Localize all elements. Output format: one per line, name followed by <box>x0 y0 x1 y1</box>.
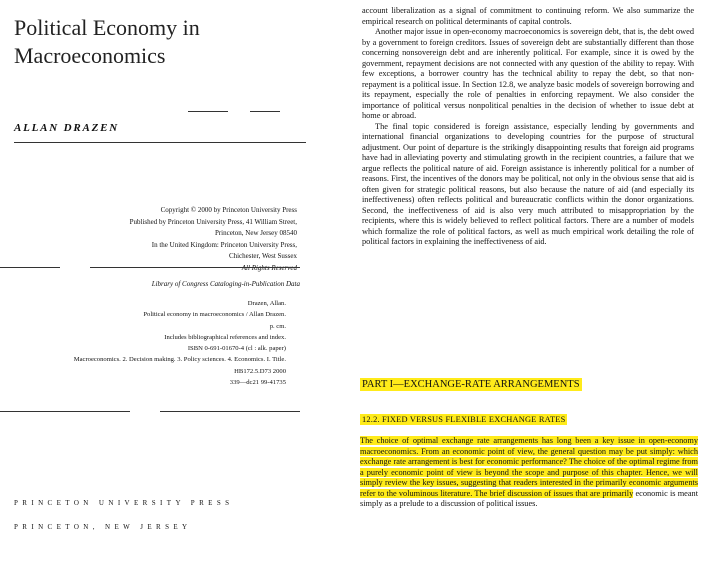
publisher-block <box>14 491 233 539</box>
paragraph-final-line: economic is meant simply as a prelude to a discussion of political issues. <box>360 488 699 508</box>
left-page <box>0 0 345 561</box>
cip-heading: Library of Congress Cataloging-in-Publication Data <box>151 280 300 288</box>
copyright-line: Published by Princeton University Press, 41 William Street, <box>129 217 297 226</box>
highlighted-paragraph: The choice of optimal exchange rate arrangements has long been a key issue in open-economy macroeconomics. From an economic point of view, the general question may be put simply: which exchange rate arrangement is best for economic performance? The choice of the optimal regime from a purely economic point of view is beyond the scope and purpose of this chapter. Hence, we will simply review the key issues, suggesting that readers interested in the primarily economic arguments refer to the voluminous literature. The brief discussion of issues that are primarily <box>360 436 698 498</box>
copyright-line: Chichester, West Sussex <box>228 252 297 260</box>
divider <box>160 411 300 412</box>
cip-line: HB172.5.D73 2000 <box>234 367 286 375</box>
paragraph: Another major issue in open-economy macroeconomics is sovereign debt, that is, the debt owed by a government to foreign creditors. Issues of sovereign debt are substantially different than those concerning nonsovereign debt and are inherently political. For example, since it is owed by the government, repayment decisions are not connected with any question of the ability to repay. With few exceptions, a borrower country has the technical ability to repay the debt, so that non-repayment is a political issue. In Section 12.8, we analyze basic models of sovereign borrowing and its repayment, especially the role of penalties in enforcing repayment. We also consider the importance of political versus nonpolitical penalties in the decision of whether to issue debt at home or abroad. <box>362 27 694 120</box>
divider <box>250 111 280 112</box>
cip-line: Political economy in macroeconomics / Allan Drazen. <box>143 311 286 319</box>
highlighted-paragraph-block <box>360 436 698 510</box>
cip-line: Drazen, Allan. <box>247 300 286 307</box>
cip-block <box>0 298 286 388</box>
right-page <box>352 0 697 561</box>
divider <box>14 142 306 143</box>
copyright-line: Copyright © 2000 by Princeton University Press <box>160 206 297 214</box>
paragraph: The final topic considered is foreign assistance, especially lending by governments and international financial organizations to developing countries for the purpose of structural adjustment. Our point of departure is the strikingly disappointing results that foreign aid programs have had in alleviating poverty and stimulating growth in the recipient countries, a failure that we argue reflects the political nature of aid. Foreign assistance is inherently political for a number of reasons. First, the incentives of the donors may be political, not only in the obvious sense that aid is often given for strategic political reasons, but also because the nature of aid (and especially its ineffectiveness) often reflects political and bureaucratic conflicts within the donor organizations. Second, the ineffectiveness of aid is also very much attributed to misappropriation by the recipients, where this is widely believed to reflect political factors. There are a number of models which formalize the role of political factors, as well as much empirical work detailing the role of political factors in explaining the ineffectiveness of aid. <box>362 121 694 246</box>
cip-line: 339—dc21 99-41735 <box>229 379 286 387</box>
divider <box>0 411 130 412</box>
copyright-block <box>0 205 297 274</box>
divider <box>0 267 60 268</box>
part-heading: PART I—EXCHANGE-RATE ARRANGEMENTS <box>362 379 580 390</box>
copyright-line: All Rights Reserved <box>241 263 297 272</box>
divider <box>90 267 300 268</box>
copyright-line: In the United Kingdom: Princeton University Press, <box>151 240 297 249</box>
paragraph: account liberalization as a signal of commitment to continuing reform. We also summarize the empirical research on political determinants of capital controls. <box>362 6 694 26</box>
book-title: Political Economy in Macroeconomics <box>14 15 200 68</box>
cip-line: p. cm. <box>269 322 286 330</box>
cip-line: ISBN 0-691-01670-4 (cl : alk. paper) <box>187 345 286 353</box>
body-text <box>362 6 694 248</box>
author-name: ALLAN DRAZEN <box>14 122 120 134</box>
copyright-line: Princeton, New Jersey 08540 <box>214 229 297 237</box>
cip-line: Includes bibliographical references and index. <box>164 333 286 341</box>
cip-line: Macroeconomics. 2. Decision making. 3. Policy sciences. 4. Economics. I. Title. <box>73 356 286 364</box>
publisher-line: PRINCETON, NEW JERSEY <box>14 523 192 531</box>
publisher-line: PRINCETON UNIVERSITY PRESS <box>14 499 234 507</box>
divider <box>188 111 228 112</box>
section-heading: 12.2. FIXED VERSUS FLEXIBLE EXCHANGE RATES <box>362 415 566 424</box>
